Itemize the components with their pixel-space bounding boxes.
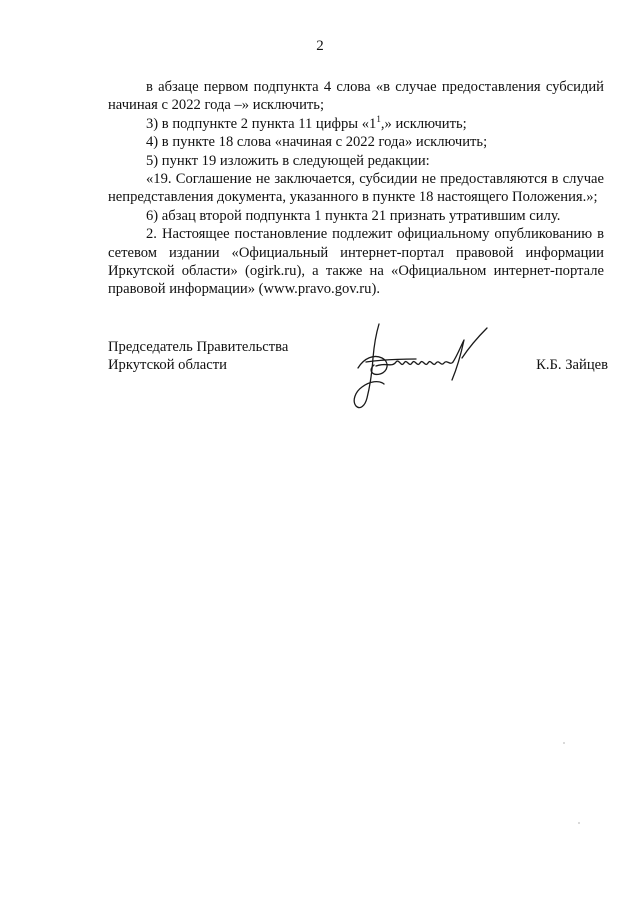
page-number: 2 — [316, 38, 324, 54]
superscript-1: 1 — [376, 113, 381, 124]
paragraph-publication: 2. Настоящее постановление подлежит официальному опубликованию в сетевом издании «Официальный интернет-портал правовой информации Иркутской области» (ogirk.ru), а также на «Официальном интернет-портале правовой информации» (www.pravo.gov.ru). — [108, 226, 604, 298]
paragraph-item-4: 4) в пункте 18 слова «начиная с 2022 года» исключить; — [146, 134, 488, 151]
paragraph-item-6: 6) абзац второй подпункта 1 пункта 21 признать утратившим силу. — [146, 207, 561, 224]
signatory-title-line-1: Председатель Правительства — [108, 339, 289, 355]
paragraph-item-3-text-start: 3) в подпункте 2 пункта 11 цифры «1 — [146, 115, 377, 132]
paragraph-item-3-text-end: ,» исключить; — [380, 115, 467, 132]
signature-block — [108, 338, 608, 428]
signatory-name: К.Б. Зайцев — [536, 357, 608, 373]
signatory-title — [108, 338, 288, 375]
signatory-title-line-2: Иркутской области — [108, 357, 227, 374]
signature-strokes — [354, 324, 487, 408]
scan-speck — [563, 742, 565, 744]
handwritten-signature — [346, 322, 496, 412]
paragraph-item-5: 5) пункт 19 изложить в следующей редакции: — [146, 152, 430, 169]
document-body — [108, 78, 604, 299]
scan-speck — [578, 822, 580, 824]
paragraph-item-3 — [108, 115, 604, 133]
paragraph-abzac-pervom: в абзаце первом подпункта 4 слова «в случае предоставления субсидий начиная с 2022 года –» исключить; — [108, 79, 604, 114]
paragraph-point-19: «19. Соглашение не заключается, субсидии не предоставляются в случае непредставления документа, указанного в пункте 18 настоящего Положения.»; — [108, 171, 604, 206]
